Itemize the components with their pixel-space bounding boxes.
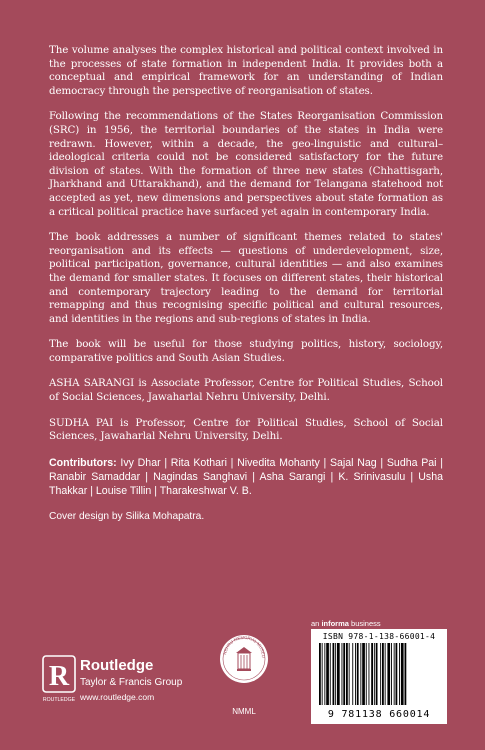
informa-tagline: an informa business: [311, 619, 381, 628]
nmml-seal-icon: [217, 625, 271, 705]
contributors-label: Contributors:: [49, 456, 117, 469]
isbn-barcode: [311, 629, 447, 724]
routledge-logo-icon: [42, 655, 76, 705]
isbn-number: ISBN 978-1-138-66001-4: [322, 632, 436, 641]
barcode-digits: 9 781138 660014: [327, 709, 431, 720]
editor-bio-sarangi: ASHA SARANGI is Associate Professor, Centre for Political Studies, School of Social Sciences, Jawaharlal Nehru University, Delhi.: [49, 377, 443, 404]
nmml-seal: [217, 625, 271, 725]
blurb-paragraph-3: The book addresses a number of significant themes related to states' reorganisation and its effects — questions of underdevelopment, size, political participation, governance, cultural identities — and also examines the demand for smaller states. It focuses on different states, their historical and contemporary trajectory leading to the demand for territorial remapping and thus recognising specific political and cultural resources, and identities in the regions and sub-regions of states in India.: [49, 231, 443, 325]
svg-text:ROUTLEDGE: ROUTLEDGE: [42, 697, 76, 703]
back-cover-text: [49, 44, 443, 524]
svg-text:NEHRU MEMORIAL MUSEUM & LIBRAR: NEHRU MEMORIAL MUSEU: [222, 634, 267, 658]
editor-bio-pai: SUDHA PAI is Professor, Centre for Political Studies, School of Social Sciences, Jawaharlal Nehru University, Delhi.: [49, 416, 443, 443]
publisher-name: Routledge: [80, 657, 154, 674]
blurb-paragraph-1: The volume analyses the complex historical and political context involved in the processes of state formation in independent India. It provides both a conceptual and empirical framework for an understanding of Indian democracy through the perspective of reorganisation of states.: [49, 44, 443, 97]
blurb-paragraph-2: Following the recommendations of the States Reorganisation Commission (SRC) in 1956, the territorial boundaries of the states in India were redrawn. However, within a decade, the geo-linguistic and cultural–ideological criteria could not be considered satisfactory for the future division of states. With the formation of three new states (Chhattisgarh, Jharkhand and Uttarakhand), and the demand for Telangana statehood not accepted as yet, new dimensions and perspectives about state formation as a critical political practice have surfaced yet again in contemporary India.: [49, 110, 443, 218]
svg-text:R: R: [48, 661, 70, 692]
audience-paragraph: The book will be useful for those studying politics, history, sociology, comparative politics and South Asian Studies.: [49, 338, 443, 364]
publisher-group: Taylor & Francis Group: [80, 677, 183, 688]
publisher-url: www.routledge.com: [80, 692, 155, 702]
barcode-bars-icon: [317, 643, 441, 705]
contributors-list: Ivy Dhar | Rita Kothari | Nivedita Mohanty | Sajal Nag | Sudha Pai | Ranabir Samaddar | Nagindas Sanghavi | Asha Sarangi | K. Srinivasulu | Usha Thakkar | Louise Tillin | Tharakeshwar V. B.: [49, 456, 443, 497]
contributors-paragraph: [49, 456, 443, 498]
nmml-label: NMML: [232, 707, 256, 716]
cover-credit: Cover design by Silika Mohapatra.: [49, 510, 205, 522]
publisher-block: [42, 655, 232, 715]
